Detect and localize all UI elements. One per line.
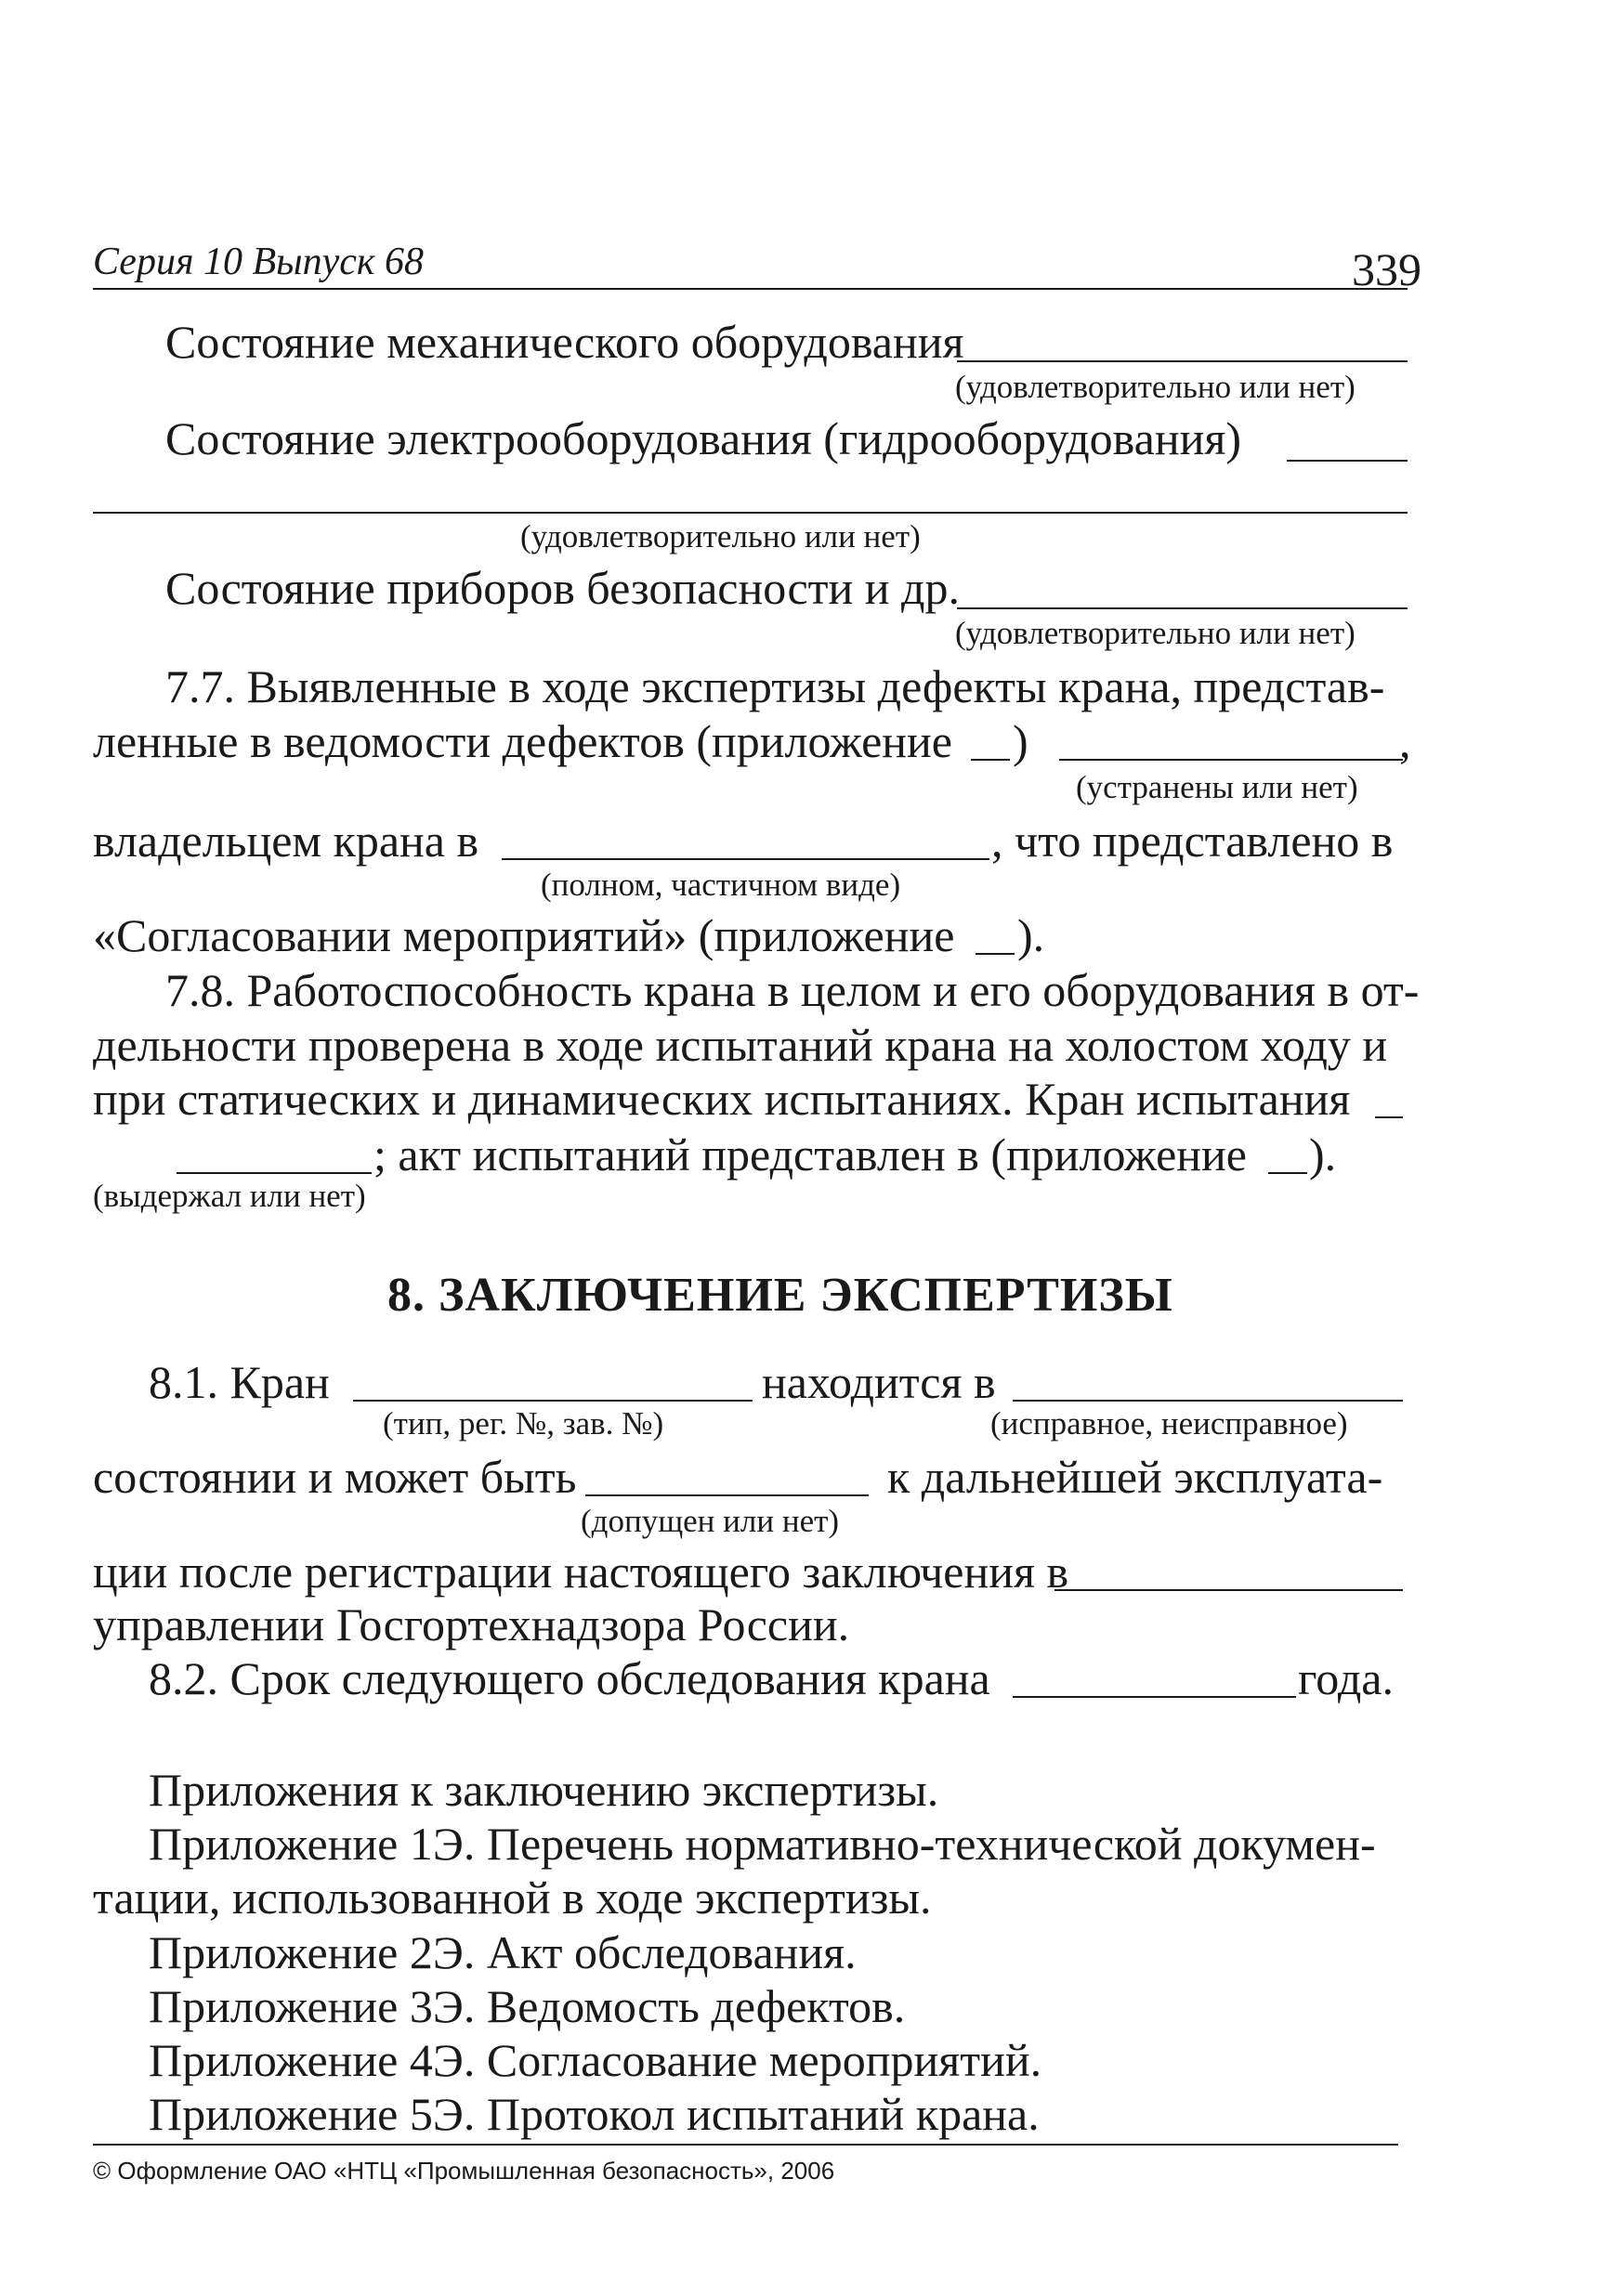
p81-start: 8.1. Кран [149, 1356, 330, 1408]
p82-end: года. [1298, 1652, 1394, 1704]
appendix-5: Приложение 5Э. Протокол испытаний крана. [149, 2088, 1040, 2140]
p81-admit-blank [585, 1494, 869, 1496]
p78-line1: 7.8. Работоспособность крана в целом и его оборудования в от- [165, 964, 1420, 1016]
p81-located: находится в [762, 1356, 996, 1408]
p78-result-blank-2 [177, 1172, 372, 1174]
p77-line3-start: владельцем крана в [93, 815, 479, 867]
p77-line4-end: ). [1017, 909, 1045, 961]
appendix-1-line1: Приложение 1Э. Перечень нормативно-технической докумен- [149, 1818, 1376, 1870]
p77-line1: 7.7. Выявленные в ходе экспертизы дефекты крана, представ- [165, 660, 1385, 712]
p82-year-blank [1013, 1696, 1296, 1698]
appendix-3: Приложение 3Э. Ведомость дефектов. [149, 1980, 906, 2032]
safety-status-blank [957, 607, 1408, 609]
page-number: 339 [1352, 243, 1421, 295]
safety-status-hint: (удовлетворительно или нет) [955, 615, 1356, 651]
p77-hint-fixed: (устранены или нет) [1076, 769, 1358, 805]
electrical-status-blank-1 [1287, 460, 1408, 462]
p77-comma: , [1399, 715, 1411, 767]
p81-directorate-blank [1054, 1589, 1403, 1591]
mechanical-status-label: Состояние механического оборудования [165, 316, 964, 368]
section8-heading: 8. ЗАКЛЮЧЕНИЕ ЭКСПЕРТИЗЫ [387, 1269, 1173, 1322]
p77-agreement-blank [976, 953, 1015, 955]
mechanical-status-blank [957, 360, 1408, 362]
p77-hint-degree: (полном, частичном виде) [541, 867, 901, 903]
p78-appendix-blank [1268, 1172, 1307, 1174]
p81-line4: управлении Госгортехнадзора России. [93, 1598, 850, 1650]
p78-line4-end: ). [1309, 1128, 1337, 1181]
electrical-status-label: Состояние электрооборудования (гидрооборудования) [165, 412, 1241, 464]
p78-result-blank-1 [1375, 1116, 1403, 1118]
p82-start: 8.2. Срок следующего обследования крана [149, 1652, 990, 1704]
footer-copyright: © Оформление ОАО «НТЦ «Промышленная безопасность», 2006 [93, 2157, 835, 2185]
electrical-status-hint: (удовлетворительно или нет) [520, 518, 921, 554]
p78-line3: при статических и динамических испытаниях. Кран испытания [93, 1073, 1351, 1125]
p81-hint-type: (тип, рег. №, зав. №) [383, 1405, 664, 1442]
appendices-title: Приложения к заключению экспертизы. [149, 1764, 939, 1816]
appendix-1-line2: тации, использованной в ходе экспертизы. [93, 1872, 932, 1924]
p77-line3-end: , что представлено в [991, 815, 1394, 867]
p81-crane-blank [353, 1400, 753, 1402]
p81-line3: ции после регистрации настоящего заключения в [93, 1546, 1069, 1598]
footer-rule [93, 2144, 1398, 2146]
p77-appendix-blank [971, 759, 1010, 761]
mechanical-status-hint: (удовлетворительно или нет) [955, 369, 1356, 405]
p77-paren: ) [1013, 715, 1028, 767]
p77-degree-blank [502, 858, 989, 860]
p78-line4-start: ; акт испытаний представлен в (приложение [373, 1128, 1247, 1181]
p78-hint: (выдержал или нет) [93, 1178, 366, 1214]
p81-state-blank [1013, 1400, 1403, 1402]
appendix-4: Приложение 4Э. Согласование мероприятий. [149, 2034, 1042, 2086]
series-title: Серия 10 Выпуск 68 [93, 241, 424, 283]
p81-hint-state: (исправное, неисправное) [990, 1405, 1348, 1442]
header-rule [93, 288, 1408, 290]
appendix-2: Приложение 2Э. Акт обследования. [149, 1926, 857, 1978]
safety-status-label: Состояние приборов безопасности и др. [165, 562, 960, 614]
electrical-status-blank-2 [93, 512, 1408, 514]
p77-line2: ленные в ведомости дефектов (приложение [93, 715, 952, 767]
p77-fixed-blank [1059, 759, 1403, 761]
p78-line2: дельности проверена в ходе испытаний крана на холостом ходу и [93, 1019, 1388, 1071]
p81-line2-start: состоянии и может быть [93, 1451, 577, 1503]
p77-line4-start: «Согласовании мероприятий» (приложение [93, 909, 955, 961]
p81-line2-end: к дальнейшей эксплуата- [887, 1451, 1383, 1503]
p81-hint-admit: (допущен или нет) [581, 1503, 840, 1539]
